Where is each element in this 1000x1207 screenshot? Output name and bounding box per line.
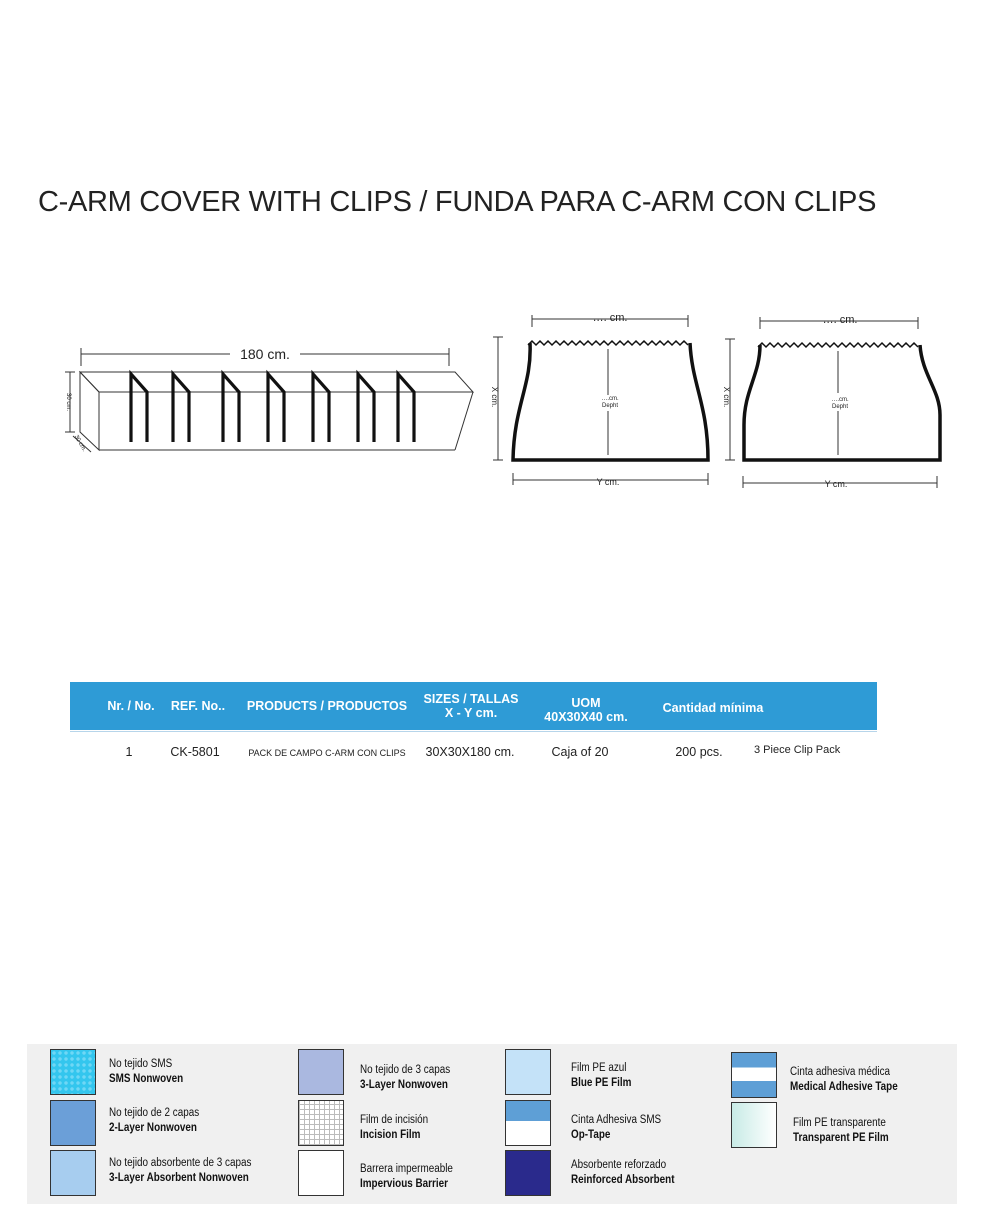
legend-op-tape: Cinta Adhesiva SMS Op-Tape bbox=[571, 1114, 662, 1141]
legend-2-layer-nonwoven: No tejido de 2 capas 2-Layer Nonwoven bbox=[109, 1107, 200, 1134]
swatch-transparent-pe-film bbox=[731, 1102, 777, 1148]
swatch-3-layer-nonwoven bbox=[298, 1049, 344, 1095]
legend-impervious-barrier: Barrera impermeable Impervious Barrier bbox=[360, 1163, 453, 1190]
height-label: 30 cm. bbox=[65, 392, 71, 412]
legend-3-layer-nonwoven: No tejido de 3 capas 3-Layer Nonwoven bbox=[360, 1064, 451, 1091]
legend-blue-pe-film: Film PE azul Blue PE Film bbox=[571, 1062, 632, 1089]
header-products: PRODUCTS / PRODUCTOS bbox=[246, 699, 408, 713]
depth-label: 30 cm. bbox=[72, 434, 87, 453]
swatch-3-layer-absorbent bbox=[50, 1150, 96, 1196]
legend-incision-film: Film de incisión Incision Film bbox=[360, 1114, 429, 1141]
clip-cover-diagram bbox=[55, 340, 485, 460]
cell-product: PACK DE CAMPO C-ARM CON CLIPS bbox=[248, 748, 406, 758]
legend-transparent-pe-film: Film PE transparente Transparent PE Film bbox=[793, 1117, 889, 1144]
cell-nr: 1 bbox=[125, 745, 133, 759]
material-legend bbox=[27, 1044, 957, 1204]
swatch-reinforced-absorbent bbox=[505, 1150, 551, 1196]
cell-size: 30X30X180 cm. bbox=[425, 745, 515, 759]
cell-uom: Caja of 20 bbox=[551, 745, 609, 759]
swatch-op-tape bbox=[505, 1100, 551, 1146]
x-label: X cm. bbox=[490, 386, 499, 408]
swatch-medical-adhesive-tape bbox=[731, 1052, 777, 1098]
page-title: C-ARM COVER WITH CLIPS / FUNDA PARA C-ARM CON CLIPS bbox=[38, 186, 877, 218]
header-ref: REF. No.. bbox=[170, 699, 226, 713]
depth-word: Depht bbox=[831, 404, 849, 410]
depth-value-label: ….cm. bbox=[831, 397, 849, 403]
cover-bag-diagram-2 bbox=[712, 305, 952, 495]
header-sizes-line1: SIZES / TALLAS bbox=[423, 692, 519, 706]
swatch-2-layer-nonwoven bbox=[50, 1100, 96, 1146]
legend-3-layer-absorbent: No tejido absorbente de 3 capas 3-Layer Absorbent Nonwoven bbox=[109, 1157, 252, 1184]
swatch-sms-nonwoven bbox=[50, 1049, 96, 1095]
x-label: X cm. bbox=[722, 386, 731, 408]
table-row bbox=[70, 738, 950, 768]
cell-ref: CK-5801 bbox=[170, 745, 220, 759]
width-label: …. cm. bbox=[822, 314, 858, 326]
cell-qty: 200 pcs. bbox=[675, 745, 723, 759]
swatch-blue-pe-film bbox=[505, 1049, 551, 1095]
header-uom-line2: 40X30X40 cm. bbox=[544, 710, 628, 724]
header-uom bbox=[532, 696, 640, 724]
swatch-incision-film bbox=[298, 1100, 344, 1146]
header-nr: Nr. / No. bbox=[107, 699, 155, 713]
table-header bbox=[70, 682, 877, 730]
legend-reinforced-absorbent: Absorbente reforzado Reinforced Absorbent bbox=[571, 1159, 675, 1186]
legend-medical-adhesive-tape: Cinta adhesiva médica Medical Adhesive Tape bbox=[790, 1066, 898, 1093]
cover-bag-diagram-1 bbox=[480, 305, 720, 495]
header-sizes bbox=[420, 692, 522, 720]
swatch-impervious-barrier bbox=[298, 1150, 344, 1196]
legend-sms-nonwoven: No tejido SMS SMS Nonwoven bbox=[109, 1058, 184, 1085]
header-qty: Cantidad mínima bbox=[662, 701, 764, 715]
header-sizes-line2: X - Y cm. bbox=[444, 706, 498, 720]
depth-value-label: ….cm. bbox=[601, 396, 619, 402]
y-label: Y cm. bbox=[596, 477, 620, 487]
y-label: Y cm. bbox=[824, 479, 848, 489]
header-uom-line1: UOM bbox=[571, 696, 601, 710]
depth-word: Depht bbox=[601, 403, 619, 409]
header-underline bbox=[70, 731, 877, 732]
width-label: …. cm. bbox=[592, 312, 628, 324]
cell-note: 3 Piece Clip Pack bbox=[754, 744, 841, 756]
length-label: 180 cm. bbox=[240, 346, 290, 362]
